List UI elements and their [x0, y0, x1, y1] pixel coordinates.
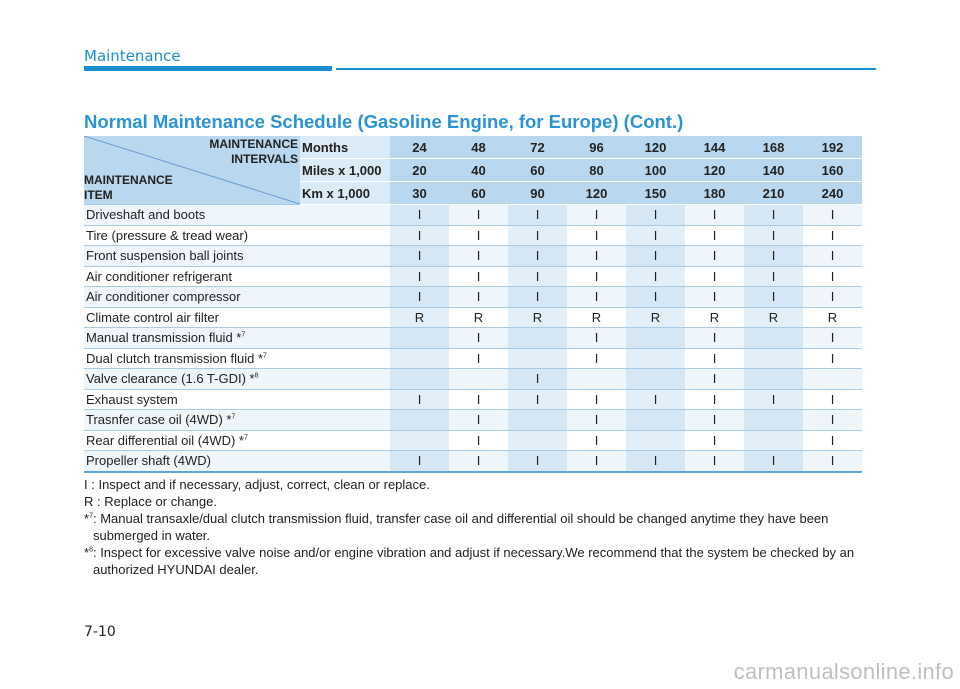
schedule-cell: I: [744, 451, 803, 472]
interval-value: 168: [744, 136, 803, 159]
schedule-cell: I: [803, 287, 862, 308]
schedule-cell: [508, 430, 567, 451]
schedule-cell: [508, 410, 567, 431]
note-footnote-8: *$^8$ : Inspect for excessive valve noise and/or engine vibration and adjust if necessary.We recommend that the system be checked by an authorized HYUNDAI dealer.: [84, 545, 855, 577]
schedule-cell: I: [508, 266, 567, 287]
table-row: [84, 246, 862, 267]
schedule-cell: I: [803, 348, 862, 369]
schedule-cell: I: [685, 451, 744, 472]
item-name: Tire (pressure & tread wear): [84, 225, 390, 246]
schedule-cell: [744, 430, 803, 451]
schedule-cell: I: [744, 225, 803, 246]
schedule-cell: R: [567, 307, 626, 328]
schedule-cell: R: [803, 307, 862, 328]
watermark: carmanualsonline.info: [733, 659, 954, 684]
schedule-cell: [567, 369, 626, 390]
table-row: [84, 205, 862, 226]
table-row: [84, 430, 862, 451]
item-name: Exhaust system: [84, 389, 390, 410]
interval-label: Months: [300, 136, 390, 159]
schedule-cell: I: [626, 287, 685, 308]
schedule-cell: [449, 369, 508, 390]
interval-value: 150: [626, 182, 685, 205]
schedule-cell: [626, 430, 685, 451]
table-row: [84, 348, 862, 369]
schedule-cell: [744, 410, 803, 431]
schedule-cell: [626, 369, 685, 390]
schedule-cell: I: [390, 389, 449, 410]
schedule-cell: I: [390, 246, 449, 267]
interval-value: 240: [803, 182, 862, 205]
table-row: [84, 451, 862, 472]
schedule-cell: I: [626, 266, 685, 287]
table-row: [84, 389, 862, 410]
header-rule-thick: [84, 66, 332, 71]
schedule-cell: I: [567, 410, 626, 431]
schedule-cell: [390, 410, 449, 431]
interval-value: 100: [626, 159, 685, 182]
item-name: Dual clutch transmission fluid *$^7$: [84, 348, 390, 369]
schedule-cell: I: [449, 266, 508, 287]
maintenance-schedule-table: [84, 136, 862, 473]
schedule-cell: I: [685, 266, 744, 287]
schedule-cell: [390, 430, 449, 451]
schedule-cell: I: [626, 389, 685, 410]
corner-item-label: MAINTENANCE ITEM: [84, 173, 173, 202]
item-name: Air conditioner refrigerant: [84, 266, 390, 287]
section-header: Maintenance: [84, 47, 181, 65]
schedule-cell: I: [685, 369, 744, 390]
schedule-cell: I: [626, 205, 685, 226]
interval-value: 60: [508, 159, 567, 182]
schedule-cell: I: [685, 246, 744, 267]
interval-value: 144: [685, 136, 744, 159]
legend-notes: [84, 476, 880, 578]
schedule-cell: I: [803, 246, 862, 267]
item-name: Valve clearance (1.6 T-GDI) *$^8$: [84, 369, 390, 390]
schedule-cell: I: [449, 328, 508, 349]
schedule-cell: [390, 369, 449, 390]
schedule-cell: I: [449, 205, 508, 226]
schedule-cell: I: [390, 287, 449, 308]
schedule-cell: I: [685, 389, 744, 410]
schedule-cell: I: [449, 287, 508, 308]
schedule-cell: [626, 348, 685, 369]
table-corner-header: [84, 136, 300, 205]
schedule-cell: I: [508, 225, 567, 246]
interval-value: 80: [567, 159, 626, 182]
schedule-cell: I: [626, 225, 685, 246]
schedule-cell: [744, 369, 803, 390]
schedule-cell: R: [626, 307, 685, 328]
schedule-cell: I: [744, 389, 803, 410]
interval-value: 40: [449, 159, 508, 182]
schedule-cell: I: [803, 328, 862, 349]
schedule-cell: I: [449, 348, 508, 369]
interval-value: 140: [744, 159, 803, 182]
interval-value: 96: [567, 136, 626, 159]
schedule-cell: I: [567, 451, 626, 472]
schedule-cell: I: [567, 389, 626, 410]
header-rule-thin: [336, 68, 876, 70]
schedule-cell: I: [390, 451, 449, 472]
schedule-cell: I: [803, 389, 862, 410]
table-row: [84, 287, 862, 308]
note-replace: R : Replace or change.: [84, 494, 217, 509]
interval-value: 90: [508, 182, 567, 205]
item-name: Manual transmission fluid *$^7$: [84, 328, 390, 349]
schedule-cell: I: [567, 430, 626, 451]
schedule-cell: [626, 328, 685, 349]
note-footnote-7: *$^7$ : Manual transaxle/dual clutch transmission fluid, transfer case oil and differential oil should be changed anytime they have been submerged in water.: [84, 511, 829, 543]
schedule-cell: [508, 348, 567, 369]
interval-value: 30: [390, 182, 449, 205]
schedule-cell: I: [567, 266, 626, 287]
schedule-cell: I: [449, 451, 508, 472]
schedule-cell: I: [685, 410, 744, 431]
schedule-cell: I: [803, 430, 862, 451]
table-row: [84, 307, 862, 328]
interval-value: 48: [449, 136, 508, 159]
schedule-cell: [508, 328, 567, 349]
item-name: Front suspension ball joints: [84, 246, 390, 267]
schedule-cell: I: [508, 287, 567, 308]
schedule-cell: I: [685, 205, 744, 226]
schedule-cell: I: [744, 246, 803, 267]
corner-intervals-label: MAINTENANCE INTERVALS: [209, 137, 298, 166]
item-name: Climate control air filter: [84, 307, 390, 328]
schedule-cell: I: [567, 225, 626, 246]
table-row: [84, 266, 862, 287]
schedule-cell: I: [449, 246, 508, 267]
interval-value: 180: [685, 182, 744, 205]
schedule-cell: I: [508, 451, 567, 472]
schedule-cell: I: [449, 430, 508, 451]
schedule-cell: I: [449, 410, 508, 431]
interval-label: Km x 1,000: [300, 182, 390, 205]
schedule-cell: R: [390, 307, 449, 328]
schedule-cell: I: [803, 205, 862, 226]
schedule-cell: I: [803, 410, 862, 431]
schedule-cell: I: [626, 451, 685, 472]
interval-value: 60: [449, 182, 508, 205]
interval-label: Miles x 1,000: [300, 159, 390, 182]
schedule-cell: R: [685, 307, 744, 328]
schedule-cell: I: [744, 205, 803, 226]
schedule-cell: [803, 369, 862, 390]
table-row: [84, 369, 862, 390]
table-row: [84, 328, 862, 349]
schedule-cell: I: [567, 246, 626, 267]
interval-value: 24: [390, 136, 449, 159]
schedule-cell: [744, 328, 803, 349]
item-name: Trasnfer case oil (4WD) *$^7$: [84, 410, 390, 431]
schedule-cell: [744, 348, 803, 369]
schedule-cell: I: [508, 246, 567, 267]
schedule-cell: I: [390, 225, 449, 246]
schedule-cell: I: [744, 266, 803, 287]
schedule-cell: [626, 410, 685, 431]
interval-value: 120: [685, 159, 744, 182]
table-row: [84, 225, 862, 246]
schedule-cell: I: [567, 287, 626, 308]
interval-value: 160: [803, 159, 862, 182]
schedule-cell: I: [390, 266, 449, 287]
schedule-cell: I: [744, 287, 803, 308]
note-inspect: I : Inspect and if necessary, adjust, correct, clean or replace.: [84, 477, 430, 492]
schedule-cell: I: [803, 451, 862, 472]
page-title: Normal Maintenance Schedule (Gasoline Engine, for Europe) (Cont.): [84, 111, 684, 132]
schedule-cell: [390, 348, 449, 369]
interval-value: 192: [803, 136, 862, 159]
interval-row-months: [84, 136, 862, 159]
table-row: [84, 410, 862, 431]
schedule-cell: I: [567, 328, 626, 349]
interval-value: 210: [744, 182, 803, 205]
schedule-cell: I: [685, 430, 744, 451]
schedule-cell: I: [803, 225, 862, 246]
schedule-cell: I: [508, 389, 567, 410]
schedule-cell: R: [744, 307, 803, 328]
item-name: Rear differential oil (4WD) *$^7$: [84, 430, 390, 451]
schedule-cell: I: [685, 348, 744, 369]
item-name: Driveshaft and boots: [84, 205, 390, 226]
schedule-cell: I: [685, 328, 744, 349]
interval-value: 72: [508, 136, 567, 159]
interval-value: 120: [567, 182, 626, 205]
schedule-cell: [390, 328, 449, 349]
schedule-cell: I: [508, 205, 567, 226]
page-number: 7-10: [84, 624, 116, 640]
schedule-cell: I: [626, 246, 685, 267]
schedule-cell: R: [449, 307, 508, 328]
interval-value: 120: [626, 136, 685, 159]
schedule-cell: I: [390, 205, 449, 226]
schedule-cell: I: [803, 266, 862, 287]
schedule-cell: I: [685, 225, 744, 246]
item-name: Air conditioner compressor: [84, 287, 390, 308]
schedule-cell: I: [685, 287, 744, 308]
item-name: Propeller shaft (4WD): [84, 451, 390, 472]
schedule-cell: I: [449, 389, 508, 410]
schedule-cell: R: [508, 307, 567, 328]
interval-value: 20: [390, 159, 449, 182]
schedule-cell: I: [567, 205, 626, 226]
schedule-cell: I: [449, 225, 508, 246]
schedule-cell: I: [567, 348, 626, 369]
schedule-cell: I: [508, 369, 567, 390]
